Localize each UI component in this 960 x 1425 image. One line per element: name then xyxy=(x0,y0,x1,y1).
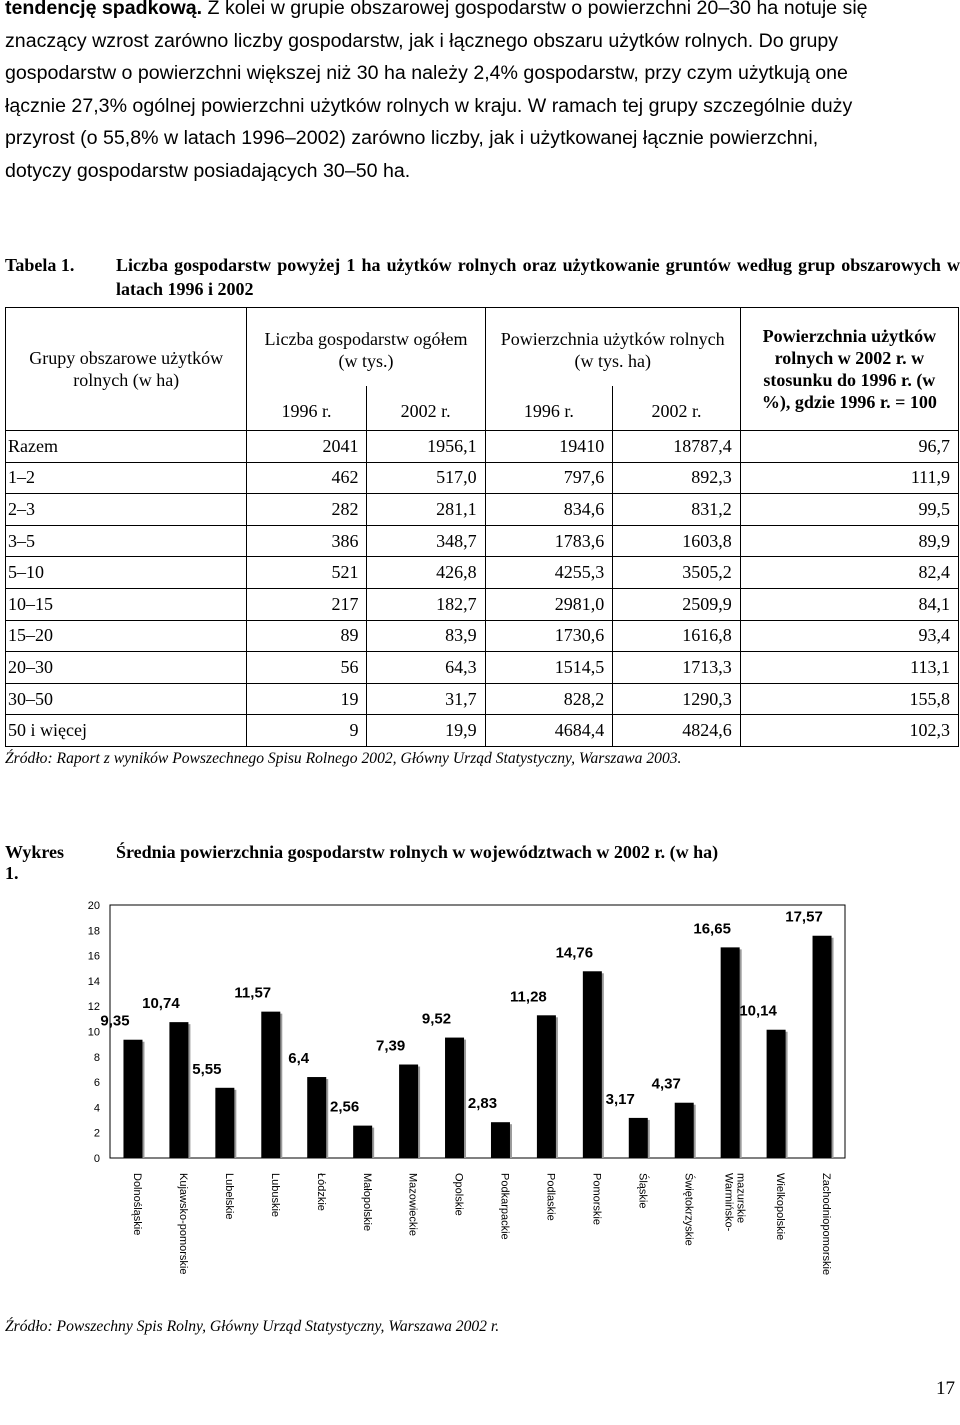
data-table xyxy=(5,307,959,747)
category-label: Łódzkie xyxy=(314,1173,327,1211)
table-cell: 155,8 xyxy=(740,683,958,715)
data-label: 2,83 xyxy=(467,1095,498,1113)
table-cell: 517,0 xyxy=(366,462,485,494)
data-label: 9,52 xyxy=(421,1010,452,1028)
data-label: 10,74 xyxy=(142,995,180,1013)
table-row xyxy=(6,462,959,494)
bar xyxy=(583,971,602,1158)
table-cell: 56 xyxy=(247,652,366,684)
data-label: 16,65 xyxy=(693,920,731,938)
header-ratio: Powierzchnia użytków rolnych w 2002 r. w stosunku do 1996 r. (w %), gdzie 1996 r. = 100 xyxy=(740,308,958,431)
table-cell: 1290,3 xyxy=(613,683,741,715)
bar xyxy=(491,1122,510,1158)
category-label: Podlaskie xyxy=(544,1173,557,1221)
header-year-2002-count: 2002 r. xyxy=(366,386,485,430)
table-cell: 348,7 xyxy=(366,525,485,557)
bar xyxy=(399,1065,418,1158)
table-cell: 89 xyxy=(247,620,366,652)
row-label: 2–3 xyxy=(6,494,247,526)
y-tick-label: 20 xyxy=(87,900,100,912)
data-label: 4,37 xyxy=(651,1075,681,1093)
header-area: Powierzchnia użytków rolnych (w tys. ha) xyxy=(485,308,740,387)
table-cell: 2041 xyxy=(247,431,366,463)
paragraph-line: dotyczy gospodarstw posiadających 30–50 ha. xyxy=(5,159,411,182)
bar xyxy=(353,1126,372,1158)
data-label: 2,56 xyxy=(330,1098,360,1116)
data-label: 17,57 xyxy=(785,908,823,926)
table-cell: 282 xyxy=(247,494,366,526)
table-cell: 1730,6 xyxy=(485,620,613,652)
table-cell: 281,1 xyxy=(366,494,485,526)
row-label: 20–30 xyxy=(6,652,247,684)
paragraph-bold-text: tendencję spadkową. xyxy=(5,0,203,19)
table-cell: 2509,9 xyxy=(613,588,741,620)
bar xyxy=(445,1038,464,1158)
page-number: 17 xyxy=(936,1378,955,1399)
table-cell: 1783,6 xyxy=(485,525,613,557)
row-label: Razem xyxy=(6,431,247,463)
paragraph-line: łącznie 27,3% ogólnej powierzchni użytków rolnych w kraju. W ramach tej grupy szczególnie duży xyxy=(5,94,853,117)
header-year-2002-area: 2002 r. xyxy=(613,386,741,430)
row-label: 30–50 xyxy=(6,683,247,715)
table-cell: 386 xyxy=(247,525,366,557)
table-row xyxy=(6,494,959,526)
table-cell: 1514,5 xyxy=(485,652,613,684)
table-cell: 1616,8 xyxy=(613,620,741,652)
category-label: Lubelskie xyxy=(222,1173,235,1220)
table-cell: 89,9 xyxy=(740,525,958,557)
row-label: 10–15 xyxy=(6,588,247,620)
paragraph-line: przyrost (o 55,8% w latach 1996–2002) zarówno liczby, jak i użytkowanej łącznie powierzchni, xyxy=(5,127,819,149)
data-label: 3,17 xyxy=(605,1090,635,1108)
y-tick-label: 0 xyxy=(93,1153,100,1165)
category-label: Mazowieckie xyxy=(406,1173,419,1236)
y-tick-label: 18 xyxy=(87,925,100,938)
data-label: 10,14 xyxy=(739,1002,777,1020)
table-cell: 3505,2 xyxy=(613,557,741,589)
table-cell: 93,4 xyxy=(740,620,958,652)
table-cell: 1956,1 xyxy=(366,431,485,463)
table-cell: 19,9 xyxy=(366,715,485,747)
bar xyxy=(169,1022,188,1158)
data-label: 6,4 xyxy=(288,1050,310,1068)
table-row xyxy=(6,683,959,715)
table-cell: 102,3 xyxy=(740,715,958,747)
table-cell: 83,9 xyxy=(366,620,485,652)
table-cell: 834,6 xyxy=(485,494,613,526)
table-cell: 31,7 xyxy=(366,683,485,715)
header-year-1996-count: 1996 r. xyxy=(247,386,366,430)
table-cell: 892,3 xyxy=(613,462,741,494)
table-cell: 4684,4 xyxy=(485,715,613,747)
category-label: Zachodniopomorskie xyxy=(820,1173,833,1276)
category-label: Opolskie xyxy=(452,1173,465,1216)
header-year-1996-area: 1996 r. xyxy=(485,386,613,430)
table-cell: 1603,8 xyxy=(613,525,741,557)
bar xyxy=(123,1040,142,1158)
y-tick-label: 12 xyxy=(87,1001,100,1014)
category-label: Kujawsko-pomorskie xyxy=(177,1173,189,1275)
bar-chart xyxy=(85,898,855,1313)
table-caption-label: Tabela 1. xyxy=(5,255,75,275)
bar xyxy=(675,1103,694,1158)
table-cell: 4824,6 xyxy=(613,715,741,747)
category-label: Pomorskie xyxy=(590,1173,603,1225)
y-tick-label: 6 xyxy=(93,1077,100,1090)
table-cell: 19 xyxy=(247,683,366,715)
table-cell: 426,8 xyxy=(366,557,485,589)
table-cell: 96,7 xyxy=(740,431,958,463)
y-tick-label: 10 xyxy=(87,1026,100,1039)
y-tick-label: 14 xyxy=(87,975,100,988)
header-groups: Grupy obszarowe użytków rolnych (w ha) xyxy=(6,308,247,431)
row-label: 15–20 xyxy=(6,620,247,652)
table-cell: 462 xyxy=(247,462,366,494)
table-row xyxy=(6,588,959,620)
table-row xyxy=(6,431,959,463)
paragraph-line: znaczący wzrost zarówno liczby gospodarstw, jak i łącznego obszaru użytków rolnych. Do grupy xyxy=(5,29,839,52)
data-label: 11,28 xyxy=(510,988,547,1006)
bar xyxy=(721,947,740,1158)
paragraph-line: gospodarstw o powierzchni większej niż 30 ha należy 2,4% gospodarstw, przy czym użytkują one xyxy=(5,62,848,84)
data-label: 9,35 xyxy=(100,1012,130,1030)
table-cell: 99,5 xyxy=(740,494,958,526)
table-cell: 82,4 xyxy=(740,557,958,589)
y-tick-label: 16 xyxy=(87,950,100,963)
table-cell: 217 xyxy=(247,588,366,620)
row-label: 3–5 xyxy=(6,525,247,557)
category-label: Warmińsko- xyxy=(722,1173,735,1232)
bar xyxy=(813,936,832,1158)
table-cell: 182,7 xyxy=(366,588,485,620)
category-label: mazurskie xyxy=(734,1173,747,1224)
table-cell: 521 xyxy=(247,557,366,589)
paragraph-text: Z kolei w grupie obszarowej gospodarstw o powierzchni 20–30 ha notuje się xyxy=(202,0,868,19)
chart-source-note: Źródło: Powszechny Spis Rolny, Główny Urząd Statystyczny, Warszawa 2002 r. xyxy=(5,1318,500,1335)
bar xyxy=(767,1030,786,1158)
paragraph-line xyxy=(5,0,955,25)
data-label: 11,57 xyxy=(234,984,272,1002)
bar xyxy=(215,1088,234,1158)
table-cell: 2981,0 xyxy=(485,588,613,620)
bar xyxy=(261,1012,280,1158)
table-row xyxy=(6,557,959,589)
data-label: 7,39 xyxy=(375,1037,406,1055)
category-label: Świętokrzyskie xyxy=(682,1173,695,1246)
table-cell: 111,9 xyxy=(740,462,958,494)
table-cell: 831,2 xyxy=(613,494,741,526)
table-row xyxy=(6,620,959,652)
table-cell: 828,2 xyxy=(485,683,613,715)
chart-caption-text: Średnia powierzchnia gospodarstw rolnych w województwach w 2002 r. (w ha) xyxy=(116,842,719,862)
table-cell: 64,3 xyxy=(366,652,485,684)
y-tick-label: 2 xyxy=(93,1127,100,1140)
row-label: 5–10 xyxy=(6,557,247,589)
bar xyxy=(307,1077,326,1158)
table-cell: 4255,3 xyxy=(485,557,613,589)
bar xyxy=(629,1118,648,1158)
category-label: Dolnośląskie xyxy=(131,1173,144,1236)
row-label: 50 i więcej xyxy=(6,715,247,747)
category-label: Podkarpackie xyxy=(498,1173,511,1240)
table-row xyxy=(6,652,959,684)
category-label: Małopolskie xyxy=(360,1173,373,1232)
table-cell: 1713,3 xyxy=(613,652,741,684)
data-label: 5,55 xyxy=(192,1060,222,1078)
table-cell: 84,1 xyxy=(740,588,958,620)
y-tick-label: 4 xyxy=(93,1102,100,1115)
chart-caption-label: Wykres 1. xyxy=(5,842,65,883)
category-label: Śląskie xyxy=(636,1173,649,1209)
row-label: 1–2 xyxy=(6,462,247,494)
table-cell: 797,6 xyxy=(485,462,613,494)
bar xyxy=(537,1015,556,1158)
table-row xyxy=(6,715,959,747)
table-cell: 113,1 xyxy=(740,652,958,684)
category-label: Lubuskie xyxy=(268,1173,281,1218)
header-count: Liczba gospodarstw ogółem (w tys.) xyxy=(247,308,485,387)
table-source-note: Źródło: Raport z wyników Powszechnego Spisu Rolnego 2002, Główny Urząd Statystyczny, Warszawa 2003. xyxy=(5,750,682,767)
table-cell: 18787,4 xyxy=(613,431,741,463)
table-caption-text: Liczba gospodarstw powyżej 1 ha użytków rolnych oraz użytkowanie gruntów według grup obszarowych w latach 1996 i 2002 xyxy=(116,255,960,299)
data-label: 14,76 xyxy=(555,944,594,962)
table-row xyxy=(6,525,959,557)
category-label: Wielkopolskie xyxy=(774,1173,787,1241)
y-tick-label: 8 xyxy=(93,1051,100,1064)
table-cell: 19410 xyxy=(485,431,613,463)
table-cell: 9 xyxy=(247,715,366,747)
body-paragraph xyxy=(5,0,955,187)
